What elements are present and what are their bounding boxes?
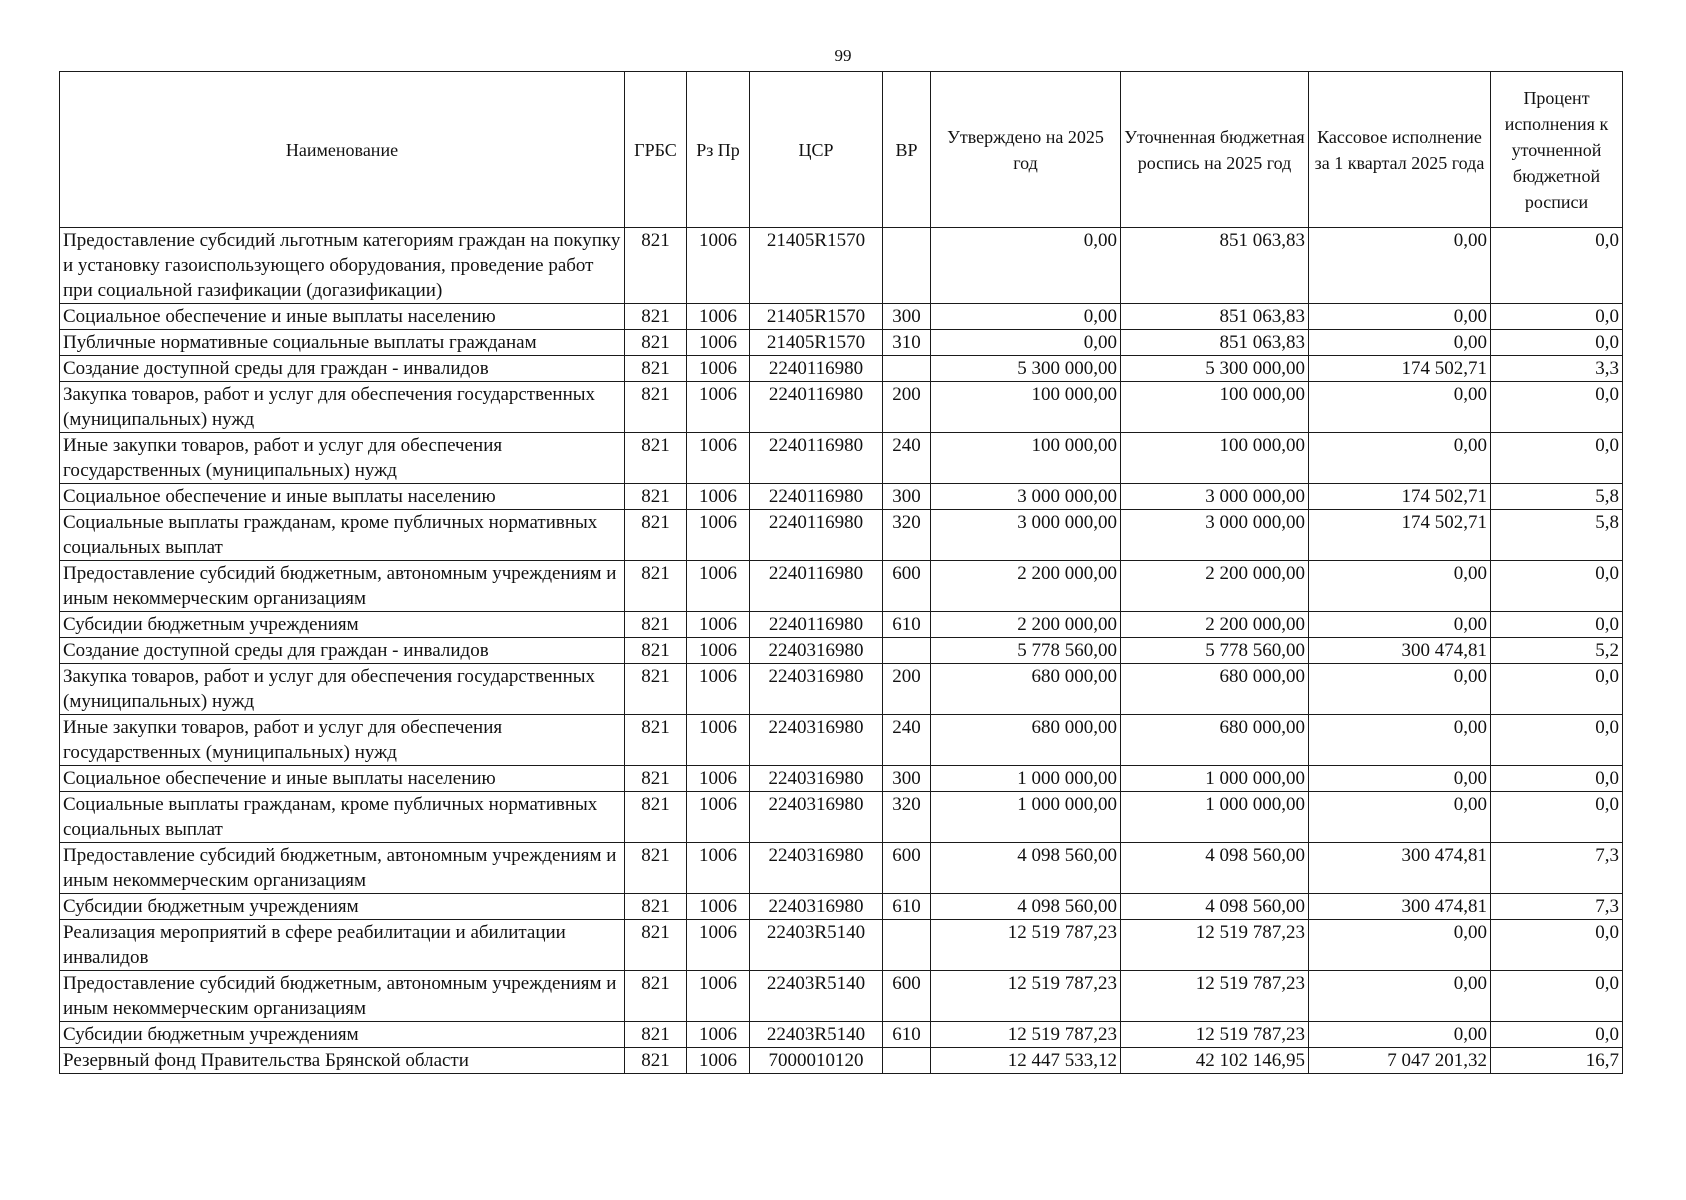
cell-vr: 300: [883, 304, 931, 330]
cell-refined: 3 000 000,00: [1121, 510, 1309, 561]
cell-percent: 7,3: [1491, 894, 1623, 920]
cell-grbs: 821: [625, 330, 687, 356]
cell-refined: 851 063,83: [1121, 330, 1309, 356]
table-row: [60, 228, 1623, 304]
table-row: [60, 792, 1623, 843]
cell-approved: 680 000,00: [931, 715, 1121, 766]
cell-percent: 0,0: [1491, 433, 1623, 484]
cell-name: Социальное обеспечение и иные выплаты населению: [60, 766, 625, 792]
table-row: [60, 715, 1623, 766]
cell-rzpr: 1006: [687, 382, 750, 433]
cell-grbs: 821: [625, 664, 687, 715]
cell-approved: 4 098 560,00: [931, 894, 1121, 920]
cell-name: Закупка товаров, работ и услуг для обеспечения государственных (муниципальных) нужд: [60, 382, 625, 433]
cell-grbs: 821: [625, 715, 687, 766]
table-row: [60, 510, 1623, 561]
cell-approved: 100 000,00: [931, 382, 1121, 433]
cell-percent: 0,0: [1491, 561, 1623, 612]
cell-rzpr: 1006: [687, 894, 750, 920]
cell-cash: 0,00: [1309, 1022, 1491, 1048]
cell-refined: 100 000,00: [1121, 382, 1309, 433]
cell-vr: 610: [883, 894, 931, 920]
cell-vr: [883, 1048, 931, 1074]
cell-cash: 300 474,81: [1309, 638, 1491, 664]
cell-refined: 5 778 560,00: [1121, 638, 1309, 664]
cell-cash: 174 502,71: [1309, 510, 1491, 561]
cell-grbs: 821: [625, 792, 687, 843]
budget-execution-table: [59, 71, 1623, 1074]
cell-percent: 0,0: [1491, 382, 1623, 433]
cell-vr: 610: [883, 612, 931, 638]
table-row: [60, 1048, 1623, 1074]
cell-name: Иные закупки товаров, работ и услуг для обеспечения государственных (муниципальных) нужд: [60, 433, 625, 484]
cell-approved: 100 000,00: [931, 433, 1121, 484]
cell-csr: 21405R1570: [750, 304, 883, 330]
cell-approved: 5 300 000,00: [931, 356, 1121, 382]
cell-grbs: 821: [625, 484, 687, 510]
cell-rzpr: 1006: [687, 484, 750, 510]
cell-csr: 2240116980: [750, 433, 883, 484]
cell-cash: 0,00: [1309, 792, 1491, 843]
cell-name: Социальное обеспечение и иные выплаты населению: [60, 304, 625, 330]
cell-cash: 0,00: [1309, 612, 1491, 638]
cell-rzpr: 1006: [687, 561, 750, 612]
cell-grbs: 821: [625, 1022, 687, 1048]
cell-vr: [883, 228, 931, 304]
cell-percent: 0,0: [1491, 766, 1623, 792]
cell-rzpr: 1006: [687, 766, 750, 792]
cell-refined: 851 063,83: [1121, 304, 1309, 330]
cell-csr: 2240116980: [750, 484, 883, 510]
cell-name: Социальное обеспечение и иные выплаты населению: [60, 484, 625, 510]
cell-vr: 300: [883, 484, 931, 510]
cell-percent: 0,0: [1491, 715, 1623, 766]
cell-grbs: 821: [625, 920, 687, 971]
cell-grbs: 821: [625, 433, 687, 484]
cell-grbs: 821: [625, 766, 687, 792]
cell-percent: 0,0: [1491, 971, 1623, 1022]
cell-vr: 600: [883, 561, 931, 612]
cell-csr: 2240316980: [750, 843, 883, 894]
cell-cash: 7 047 201,32: [1309, 1048, 1491, 1074]
cell-approved: 12 519 787,23: [931, 920, 1121, 971]
table-row: [60, 304, 1623, 330]
cell-csr: 21405R1570: [750, 330, 883, 356]
cell-approved: 12 519 787,23: [931, 971, 1121, 1022]
table-row: [60, 1022, 1623, 1048]
table-row: [60, 382, 1623, 433]
cell-name: Предоставление субсидий льготным категориям граждан на покупку и установку газоиспользующего оборудования, проведение работ при социальной газификации (догазификации): [60, 228, 625, 304]
table-row: [60, 638, 1623, 664]
header-cash: Кассовое исполнение за 1 квартал 2025 года: [1309, 72, 1491, 228]
cell-name: Публичные нормативные социальные выплаты гражданам: [60, 330, 625, 356]
cell-approved: 0,00: [931, 228, 1121, 304]
cell-grbs: 821: [625, 356, 687, 382]
cell-cash: 0,00: [1309, 330, 1491, 356]
cell-csr: 2240116980: [750, 382, 883, 433]
cell-percent: 5,2: [1491, 638, 1623, 664]
cell-percent: 0,0: [1491, 612, 1623, 638]
cell-vr: 600: [883, 971, 931, 1022]
cell-csr: 7000010120: [750, 1048, 883, 1074]
cell-vr: 610: [883, 1022, 931, 1048]
cell-refined: 12 519 787,23: [1121, 920, 1309, 971]
cell-cash: 174 502,71: [1309, 484, 1491, 510]
cell-percent: 7,3: [1491, 843, 1623, 894]
cell-rzpr: 1006: [687, 920, 750, 971]
cell-cash: 0,00: [1309, 766, 1491, 792]
cell-percent: 0,0: [1491, 1022, 1623, 1048]
cell-approved: 1 000 000,00: [931, 766, 1121, 792]
cell-refined: 1 000 000,00: [1121, 792, 1309, 843]
table-row: [60, 561, 1623, 612]
cell-csr: 2240316980: [750, 664, 883, 715]
cell-cash: 0,00: [1309, 433, 1491, 484]
header-approved: Утверждено на 2025 год: [931, 72, 1121, 228]
cell-percent: 16,7: [1491, 1048, 1623, 1074]
cell-vr: 320: [883, 510, 931, 561]
cell-grbs: 821: [625, 304, 687, 330]
table-row: [60, 664, 1623, 715]
cell-name: Предоставление субсидий бюджетным, автономным учреждениям и иным некоммерческим организациям: [60, 971, 625, 1022]
cell-name: Иные закупки товаров, работ и услуг для обеспечения государственных (муниципальных) нужд: [60, 715, 625, 766]
cell-name: Субсидии бюджетным учреждениям: [60, 1022, 625, 1048]
cell-csr: 2240316980: [750, 638, 883, 664]
cell-refined: 1 000 000,00: [1121, 766, 1309, 792]
cell-csr: 2240116980: [750, 356, 883, 382]
cell-name: Создание доступной среды для граждан - инвалидов: [60, 356, 625, 382]
cell-rzpr: 1006: [687, 356, 750, 382]
cell-rzpr: 1006: [687, 664, 750, 715]
cell-name: Субсидии бюджетным учреждениям: [60, 894, 625, 920]
cell-cash: 0,00: [1309, 382, 1491, 433]
header-refined: Уточненная бюджетная роспись на 2025 год: [1121, 72, 1309, 228]
header-grbs: ГРБС: [625, 72, 687, 228]
cell-rzpr: 1006: [687, 638, 750, 664]
cell-approved: 2 200 000,00: [931, 612, 1121, 638]
cell-approved: 2 200 000,00: [931, 561, 1121, 612]
cell-rzpr: 1006: [687, 1048, 750, 1074]
cell-approved: 3 000 000,00: [931, 484, 1121, 510]
cell-csr: 2240116980: [750, 510, 883, 561]
cell-vr: 300: [883, 766, 931, 792]
cell-cash: 0,00: [1309, 304, 1491, 330]
cell-csr: 2240316980: [750, 766, 883, 792]
cell-name: Резервный фонд Правительства Брянской области: [60, 1048, 625, 1074]
cell-name: Предоставление субсидий бюджетным, автономным учреждениям и иным некоммерческим организациям: [60, 843, 625, 894]
header-name: Наименование: [60, 72, 625, 228]
cell-rzpr: 1006: [687, 1022, 750, 1048]
cell-refined: 2 200 000,00: [1121, 612, 1309, 638]
cell-grbs: 821: [625, 510, 687, 561]
cell-rzpr: 1006: [687, 330, 750, 356]
cell-name: Социальные выплаты гражданам, кроме публичных нормативных социальных выплат: [60, 792, 625, 843]
cell-csr: 2240316980: [750, 715, 883, 766]
cell-percent: 0,0: [1491, 920, 1623, 971]
cell-refined: 5 300 000,00: [1121, 356, 1309, 382]
cell-vr: 200: [883, 664, 931, 715]
cell-approved: 3 000 000,00: [931, 510, 1121, 561]
cell-refined: 100 000,00: [1121, 433, 1309, 484]
cell-vr: 240: [883, 715, 931, 766]
table-row: [60, 330, 1623, 356]
cell-grbs: 821: [625, 228, 687, 304]
cell-rzpr: 1006: [687, 228, 750, 304]
table-row: [60, 766, 1623, 792]
cell-grbs: 821: [625, 1048, 687, 1074]
cell-refined: 851 063,83: [1121, 228, 1309, 304]
header-csr: ЦСР: [750, 72, 883, 228]
page-number: 99: [834, 46, 852, 65]
cell-refined: 42 102 146,95: [1121, 1048, 1309, 1074]
table-row: [60, 433, 1623, 484]
cell-refined: 680 000,00: [1121, 715, 1309, 766]
table-row: [60, 484, 1623, 510]
table-row: [60, 612, 1623, 638]
table-row: [60, 971, 1623, 1022]
table-header: [60, 72, 1623, 228]
cell-csr: 2240116980: [750, 561, 883, 612]
cell-rzpr: 1006: [687, 715, 750, 766]
cell-cash: 300 474,81: [1309, 894, 1491, 920]
cell-name: Закупка товаров, работ и услуг для обеспечения государственных (муниципальных) нужд: [60, 664, 625, 715]
cell-vr: 310: [883, 330, 931, 356]
cell-percent: 0,0: [1491, 228, 1623, 304]
cell-percent: 5,8: [1491, 510, 1623, 561]
cell-cash: 174 502,71: [1309, 356, 1491, 382]
cell-name: Создание доступной среды для граждан - инвалидов: [60, 638, 625, 664]
cell-rzpr: 1006: [687, 971, 750, 1022]
cell-approved: 12 447 533,12: [931, 1048, 1121, 1074]
cell-csr: 2240116980: [750, 612, 883, 638]
cell-rzpr: 1006: [687, 304, 750, 330]
cell-grbs: 821: [625, 894, 687, 920]
cell-vr: 240: [883, 433, 931, 484]
cell-csr: 21405R1570: [750, 228, 883, 304]
cell-approved: 1 000 000,00: [931, 792, 1121, 843]
cell-name: Социальные выплаты гражданам, кроме публичных нормативных социальных выплат: [60, 510, 625, 561]
header-rzpr: Рз Пр: [687, 72, 750, 228]
cell-cash: 300 474,81: [1309, 843, 1491, 894]
cell-approved: 12 519 787,23: [931, 1022, 1121, 1048]
cell-rzpr: 1006: [687, 612, 750, 638]
cell-vr: 320: [883, 792, 931, 843]
cell-rzpr: 1006: [687, 843, 750, 894]
table-row: [60, 894, 1623, 920]
table-row: [60, 920, 1623, 971]
cell-name: Предоставление субсидий бюджетным, автономным учреждениям и иным некоммерческим организациям: [60, 561, 625, 612]
header-vr: ВР: [883, 72, 931, 228]
cell-percent: 0,0: [1491, 664, 1623, 715]
cell-csr: 2240316980: [750, 894, 883, 920]
cell-vr: [883, 356, 931, 382]
cell-refined: 4 098 560,00: [1121, 843, 1309, 894]
cell-cash: 0,00: [1309, 228, 1491, 304]
cell-grbs: 821: [625, 971, 687, 1022]
cell-approved: 0,00: [931, 304, 1121, 330]
cell-name: Субсидии бюджетным учреждениям: [60, 612, 625, 638]
cell-vr: [883, 638, 931, 664]
cell-grbs: 821: [625, 638, 687, 664]
cell-cash: 0,00: [1309, 971, 1491, 1022]
cell-csr: 22403R5140: [750, 1022, 883, 1048]
cell-grbs: 821: [625, 382, 687, 433]
cell-cash: 0,00: [1309, 561, 1491, 612]
cell-cash: 0,00: [1309, 715, 1491, 766]
cell-grbs: 821: [625, 561, 687, 612]
cell-vr: 600: [883, 843, 931, 894]
cell-grbs: 821: [625, 843, 687, 894]
cell-approved: 4 098 560,00: [931, 843, 1121, 894]
cell-percent: 5,8: [1491, 484, 1623, 510]
cell-cash: 0,00: [1309, 920, 1491, 971]
cell-percent: 0,0: [1491, 304, 1623, 330]
cell-refined: 4 098 560,00: [1121, 894, 1309, 920]
cell-refined: 3 000 000,00: [1121, 484, 1309, 510]
cell-name: Реализация мероприятий в сфере реабилитации и абилитации инвалидов: [60, 920, 625, 971]
cell-refined: 12 519 787,23: [1121, 1022, 1309, 1048]
cell-percent: 3,3: [1491, 356, 1623, 382]
cell-refined: 680 000,00: [1121, 664, 1309, 715]
cell-csr: 22403R5140: [750, 920, 883, 971]
cell-percent: 0,0: [1491, 330, 1623, 356]
cell-grbs: 821: [625, 612, 687, 638]
cell-rzpr: 1006: [687, 792, 750, 843]
cell-approved: 680 000,00: [931, 664, 1121, 715]
cell-vr: [883, 920, 931, 971]
table-row: [60, 356, 1623, 382]
cell-csr: 22403R5140: [750, 971, 883, 1022]
cell-refined: 12 519 787,23: [1121, 971, 1309, 1022]
cell-refined: 2 200 000,00: [1121, 561, 1309, 612]
cell-rzpr: 1006: [687, 510, 750, 561]
cell-approved: 5 778 560,00: [931, 638, 1121, 664]
cell-percent: 0,0: [1491, 792, 1623, 843]
table-row: [60, 843, 1623, 894]
table-body: [60, 228, 1623, 1074]
cell-vr: 200: [883, 382, 931, 433]
cell-rzpr: 1006: [687, 433, 750, 484]
cell-approved: 0,00: [931, 330, 1121, 356]
header-percent: Процент исполнения к уточненной бюджетной росписи: [1491, 72, 1623, 228]
cell-csr: 2240316980: [750, 792, 883, 843]
cell-cash: 0,00: [1309, 664, 1491, 715]
